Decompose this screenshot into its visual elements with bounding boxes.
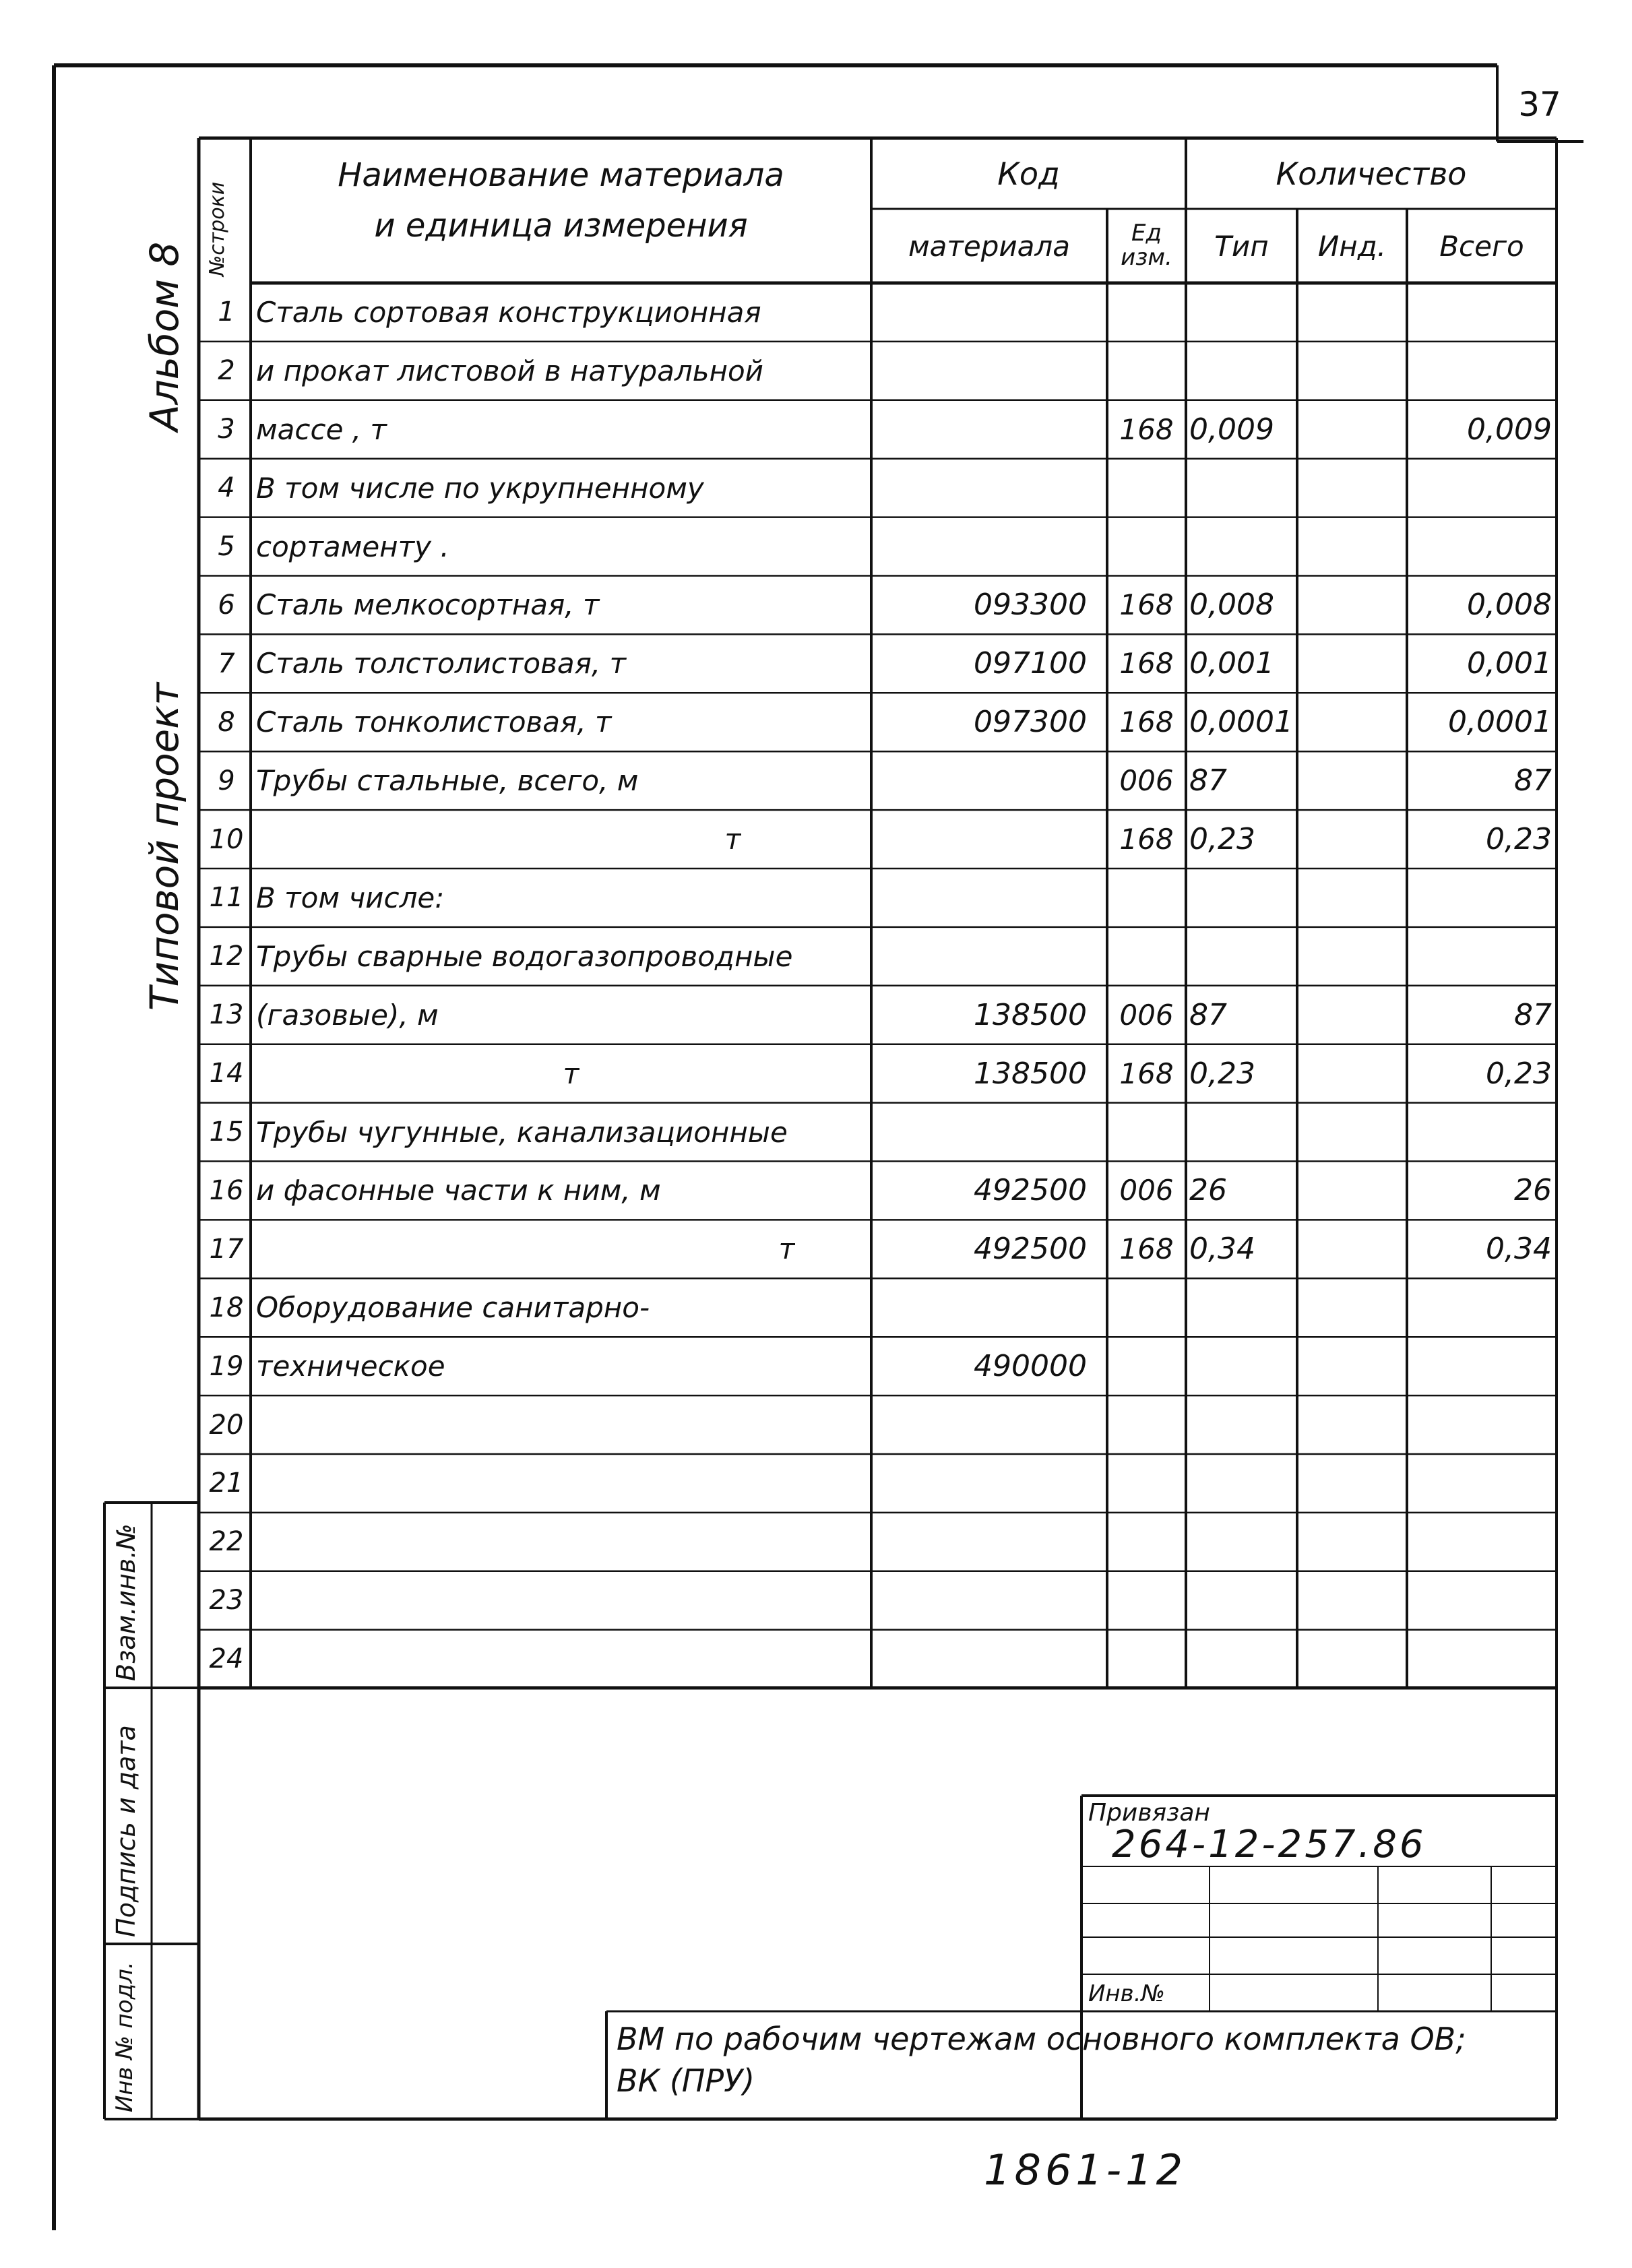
row-unit xyxy=(1107,1457,1186,1510)
row-unit xyxy=(1107,871,1186,924)
header-row-number: №строки xyxy=(206,181,229,276)
row-unit: 168 xyxy=(1119,412,1174,446)
header-quantity: Количество xyxy=(1276,155,1467,192)
row-code xyxy=(871,520,1087,573)
row-total: 0,0001 xyxy=(1448,705,1552,740)
row-ind xyxy=(1297,988,1407,1042)
row-type: 0,23 xyxy=(1189,822,1255,857)
row-unit xyxy=(1107,1340,1186,1393)
row-name: Трубы чугунные, канализационные xyxy=(256,1115,788,1149)
row-name: В том числе по укрупненному xyxy=(256,471,704,505)
row-code xyxy=(871,286,1087,339)
row-total xyxy=(1407,286,1552,339)
row-code xyxy=(871,1515,1087,1569)
row-code: 097100 xyxy=(974,646,1087,681)
row-name: Трубы сварные водогазопроводные xyxy=(256,939,793,973)
row-total xyxy=(1407,520,1552,573)
row-name: т xyxy=(724,823,741,856)
row-type xyxy=(1189,1281,1297,1334)
row-name: техническое xyxy=(256,1350,445,1383)
row-ind xyxy=(1297,754,1407,807)
row-type: 0,23 xyxy=(1189,1056,1255,1091)
row-total xyxy=(1407,344,1552,398)
row-name xyxy=(256,1398,871,1451)
row-number: 17 xyxy=(209,1233,244,1265)
row-type xyxy=(1189,1340,1297,1393)
row-number: 12 xyxy=(209,941,244,972)
row-name: и прокат листовой в натуральной xyxy=(256,354,763,387)
row-name: Сталь тонколистовая, т xyxy=(256,705,612,739)
row-code xyxy=(871,754,1087,807)
row-ind xyxy=(1297,286,1407,339)
row-ind xyxy=(1297,1633,1407,1686)
row-code xyxy=(871,1633,1087,1686)
row-ind xyxy=(1297,1457,1407,1510)
row-type xyxy=(1189,462,1297,515)
row-name xyxy=(256,1633,871,1686)
row-total: 0,009 xyxy=(1467,412,1552,447)
album-label: Альбом 8 xyxy=(142,241,187,431)
row-name: Трубы стальные, всего, м xyxy=(256,764,639,798)
row-total xyxy=(1407,462,1552,515)
row-total: 87 xyxy=(1514,763,1552,798)
header-quantity-type: Тип xyxy=(1214,229,1269,263)
row-type xyxy=(1189,930,1297,983)
row-number: 8 xyxy=(218,706,235,738)
row-ind xyxy=(1297,1222,1407,1275)
row-number: 16 xyxy=(209,1174,244,1206)
signature-date-label: Подпись и дата xyxy=(111,1725,141,1937)
row-number: 18 xyxy=(209,1292,244,1323)
row-ind xyxy=(1297,344,1407,398)
row-number: 9 xyxy=(218,765,235,796)
row-type xyxy=(1189,520,1297,573)
row-number: 22 xyxy=(209,1526,244,1558)
row-type xyxy=(1189,286,1297,339)
row-name xyxy=(256,1457,871,1510)
row-ind xyxy=(1297,871,1407,924)
row-code xyxy=(871,1281,1087,1334)
page-number: 37 xyxy=(1518,85,1561,124)
row-code: 492500 xyxy=(974,1232,1087,1267)
row-number: 5 xyxy=(218,531,235,563)
row-ind xyxy=(1297,1106,1407,1159)
row-total xyxy=(1407,871,1552,924)
row-number: 2 xyxy=(218,355,235,387)
row-number: 24 xyxy=(209,1643,244,1675)
header-quantity-ind: Инд. xyxy=(1317,229,1387,263)
row-unit xyxy=(1107,1633,1186,1686)
row-unit xyxy=(1107,286,1186,339)
row-total xyxy=(1407,1633,1552,1686)
row-number: 13 xyxy=(209,999,244,1031)
row-unit xyxy=(1107,1515,1186,1569)
row-number: 21 xyxy=(209,1468,244,1499)
row-ind xyxy=(1297,1340,1407,1393)
row-code: 490000 xyxy=(974,1349,1087,1384)
row-number: 14 xyxy=(209,1058,244,1090)
header-code-material: материала xyxy=(908,229,1070,263)
row-code: 093300 xyxy=(974,588,1087,623)
stamp-privyazan: Привязан xyxy=(1088,1799,1210,1827)
row-ind xyxy=(1297,579,1407,632)
row-code xyxy=(871,1574,1087,1627)
row-unit xyxy=(1107,1574,1186,1627)
row-name: т xyxy=(563,1057,579,1090)
row-type xyxy=(1189,1574,1297,1627)
row-name: (газовые), м xyxy=(256,998,439,1032)
row-total: 0,23 xyxy=(1486,822,1552,857)
row-name xyxy=(256,1574,871,1627)
row-ind xyxy=(1297,1515,1407,1569)
row-unit: 006 xyxy=(1119,764,1174,798)
row-name: В том числе: xyxy=(256,881,445,914)
row-unit xyxy=(1107,1398,1186,1451)
row-number: 10 xyxy=(209,823,244,855)
header-name-line2: и единица измерения xyxy=(374,207,748,245)
row-name xyxy=(256,1515,871,1569)
row-type xyxy=(1189,1633,1297,1686)
row-code xyxy=(871,1106,1087,1159)
row-type: 0,008 xyxy=(1189,588,1274,623)
row-number: 19 xyxy=(209,1350,244,1382)
row-code xyxy=(871,462,1087,515)
row-unit: 168 xyxy=(1119,647,1174,681)
row-total xyxy=(1407,1457,1552,1510)
row-total xyxy=(1407,1398,1552,1451)
row-unit: 006 xyxy=(1119,998,1174,1032)
row-type xyxy=(1189,1398,1297,1451)
row-unit: 168 xyxy=(1119,1057,1174,1090)
row-unit: 168 xyxy=(1119,705,1174,739)
row-unit xyxy=(1107,520,1186,573)
row-code: 097300 xyxy=(974,705,1087,740)
row-total xyxy=(1407,1515,1552,1569)
row-code xyxy=(871,403,1087,456)
row-total: 0,008 xyxy=(1467,588,1552,623)
row-code xyxy=(871,1457,1087,1510)
row-type xyxy=(1189,871,1297,924)
row-name: т xyxy=(778,1232,795,1266)
row-ind xyxy=(1297,695,1407,749)
row-unit xyxy=(1107,462,1186,515)
row-type: 0,0001 xyxy=(1189,705,1293,740)
row-unit xyxy=(1107,1106,1186,1159)
row-code xyxy=(871,813,1087,866)
row-unit xyxy=(1107,1281,1186,1334)
row-total xyxy=(1407,1574,1552,1627)
row-name: и фасонные части к ним, м xyxy=(256,1174,661,1207)
row-type xyxy=(1189,1106,1297,1159)
row-ind xyxy=(1297,462,1407,515)
row-code: 138500 xyxy=(974,1056,1087,1091)
row-code xyxy=(871,871,1087,924)
row-total xyxy=(1407,1106,1552,1159)
row-type: 87 xyxy=(1189,997,1227,1032)
row-number: 11 xyxy=(209,882,244,914)
header-quantity-total: Всего xyxy=(1439,229,1524,263)
row-type: 0,34 xyxy=(1189,1232,1255,1267)
stamp-project-number: 264-12-257.86 xyxy=(1112,1823,1426,1866)
row-name: массе , т xyxy=(256,412,387,446)
row-type xyxy=(1189,344,1297,398)
row-unit xyxy=(1107,930,1186,983)
row-type: 26 xyxy=(1189,1173,1227,1208)
row-name: Оборудование санитарно- xyxy=(256,1291,650,1325)
row-number: 23 xyxy=(209,1585,244,1616)
row-ind xyxy=(1297,403,1407,456)
row-type: 87 xyxy=(1189,763,1227,798)
row-ind xyxy=(1297,637,1407,690)
row-number: 1 xyxy=(218,296,235,328)
row-code: 492500 xyxy=(974,1173,1087,1208)
header-code-unit: Ед изм. xyxy=(1121,220,1172,271)
row-total: 26 xyxy=(1514,1173,1552,1208)
row-name: Сталь мелкосортная, т xyxy=(256,588,600,622)
row-ind xyxy=(1297,1574,1407,1627)
row-number: 3 xyxy=(218,414,235,445)
row-code xyxy=(871,930,1087,983)
row-number: 15 xyxy=(209,1116,244,1148)
row-number: 6 xyxy=(218,589,235,621)
row-ind xyxy=(1297,813,1407,866)
stamp-inv-number: Инв.№ xyxy=(1088,1980,1165,2007)
row-ind xyxy=(1297,520,1407,573)
row-unit: 168 xyxy=(1119,1232,1174,1266)
row-code xyxy=(871,1398,1087,1451)
row-name: Сталь толстолистовая, т xyxy=(256,647,627,681)
header-code: Код xyxy=(997,155,1060,192)
row-total: 0,001 xyxy=(1467,646,1552,681)
row-ind xyxy=(1297,930,1407,983)
row-total xyxy=(1407,930,1552,983)
row-number: 7 xyxy=(218,648,235,679)
row-ind xyxy=(1297,1398,1407,1451)
vzam-inv-label: Взам.инв.№ xyxy=(111,1523,141,1681)
header-name-line1: Наименование материала xyxy=(338,156,784,194)
row-unit: 168 xyxy=(1119,588,1174,622)
project-label: Типовой проект xyxy=(142,682,187,1011)
row-ind xyxy=(1297,1047,1407,1100)
row-total xyxy=(1407,1281,1552,1334)
row-number: 4 xyxy=(218,472,235,504)
row-total: 87 xyxy=(1514,997,1552,1032)
row-total xyxy=(1407,1340,1552,1393)
sheet-code: 1861-12 xyxy=(984,2145,1187,2195)
row-total: 0,34 xyxy=(1486,1232,1552,1267)
row-name: сортаменту . xyxy=(256,530,449,563)
row-name: Сталь сортовая конструкционная xyxy=(256,295,761,329)
row-unit: 168 xyxy=(1119,823,1174,856)
row-code xyxy=(871,344,1087,398)
row-type xyxy=(1189,1457,1297,1510)
row-ind xyxy=(1297,1164,1407,1218)
row-ind xyxy=(1297,1281,1407,1334)
row-unit: 006 xyxy=(1119,1174,1174,1207)
row-type: 0,001 xyxy=(1189,646,1274,681)
row-number: 20 xyxy=(209,1409,244,1441)
row-type: 0,009 xyxy=(1189,412,1274,447)
row-type xyxy=(1189,1515,1297,1569)
row-total: 0,23 xyxy=(1486,1056,1552,1091)
row-unit xyxy=(1107,344,1186,398)
row-code: 138500 xyxy=(974,997,1087,1032)
footer-note: ВМ по рабочим чертежам основного комплекта ОВ; ВК (ПРУ) xyxy=(617,2021,1466,2100)
inv-original-label: Инв № подл. xyxy=(111,1961,138,2112)
